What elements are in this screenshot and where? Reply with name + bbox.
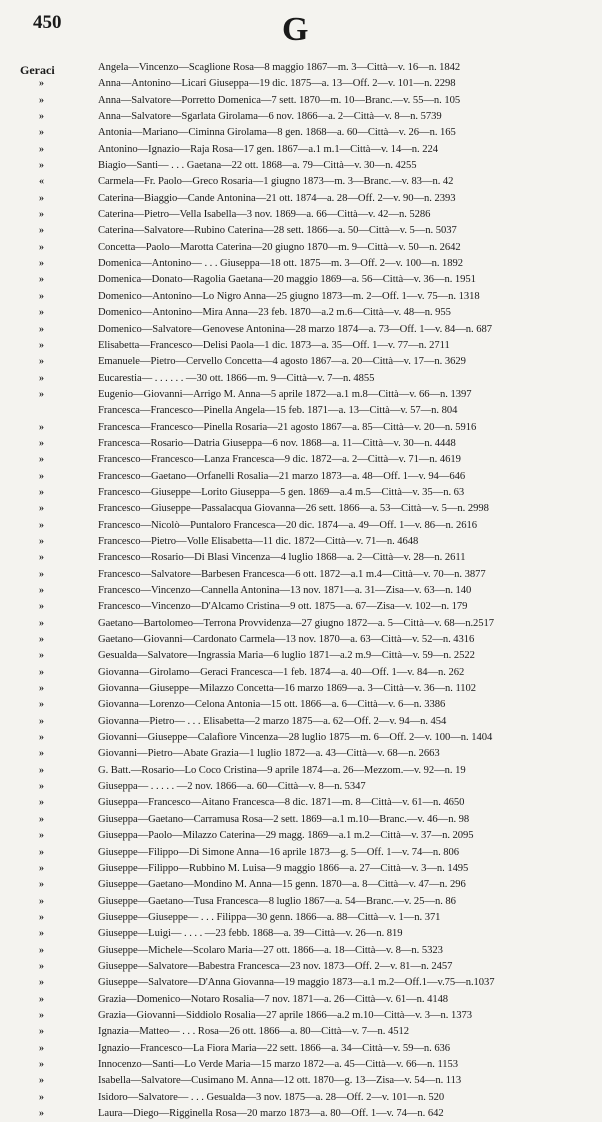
ditto-mark: » xyxy=(39,879,44,891)
list-item xyxy=(0,256,602,272)
list-item xyxy=(0,501,602,517)
entry-text: G. Batt.—Rosario—Lo Coco Cristina—9 aprile 1874—a. 26—Mezzom.—v. 92—n. 19 xyxy=(98,764,466,776)
ditto-mark: » xyxy=(39,1026,44,1038)
entry-text: Giovanni—Pietro—Abate Grazia—1 luglio 1872—a. 43—Città—v. 68—n. 2663 xyxy=(98,748,440,760)
list-item xyxy=(0,861,602,877)
list-item xyxy=(0,338,602,354)
list-item xyxy=(0,158,602,174)
entry-text: Domenica—Antonino— . . . Giuseppa—18 ott. 1875—m. 3—Off. 2—v. 100—n. 1892 xyxy=(98,258,464,270)
list-item xyxy=(0,665,602,681)
ditto-mark: » xyxy=(39,519,44,531)
ditto-mark: » xyxy=(39,813,44,825)
ditto-mark: » xyxy=(39,454,44,466)
ditto-mark: » xyxy=(39,846,44,858)
entry-text: Antonia—Mariano—Ciminna Girolama—8 gen. 1868—a. 60—Città—v. 26—n. 165 xyxy=(98,127,456,139)
entry-text: Domenico—Antonino—Mira Anna—23 feb. 1870—a.2 m.6—Città—v. 48—n. 955 xyxy=(98,307,451,319)
ditto-mark: » xyxy=(39,1058,44,1070)
entry-text: Anna—Antonino—Licari Giuseppa—19 dic. 1875—a. 13—Off. 2—v. 101—n. 2298 xyxy=(98,78,456,90)
ditto-mark: » xyxy=(39,568,44,580)
entry-text: Giuseppe—Salvatore—D'Anna Giovanna—19 maggio 1873—a.1 m.2—Off.1—v.75—n.1037 xyxy=(98,977,495,989)
ditto-mark: » xyxy=(39,797,44,809)
list-item xyxy=(0,76,602,92)
entry-list xyxy=(0,60,602,1122)
entry-text: Francesca—Francesco—Pinella Rosaria—21 agosto 1867—a. 85—Città—v. 20—n. 5916 xyxy=(98,421,477,433)
ditto-mark: » xyxy=(39,1091,44,1103)
ditto-mark: » xyxy=(39,1042,44,1054)
letter-heading: G xyxy=(282,11,309,48)
entry-text: Domenica—Donato—Ragolia Gaetana—20 maggio 1869—a. 56—Città—v. 36—n. 1951 xyxy=(98,274,476,286)
list-item xyxy=(0,191,602,207)
ditto-mark: » xyxy=(39,977,44,989)
list-item xyxy=(0,714,602,730)
entry-text: Francesco—Vincenzo—Cannella Antonina—13 nov. 1871—a. 31—Zisa—v. 63—n. 140 xyxy=(98,585,472,596)
list-item xyxy=(0,142,602,158)
entry-text: Francesca—Rosario—Datria Giuseppa—6 nov. 1868—a. 11—Città—v. 30—n. 4448 xyxy=(98,437,456,449)
list-item xyxy=(0,697,602,713)
ditto-mark: » xyxy=(39,388,44,400)
ditto-mark: » xyxy=(39,372,44,384)
ditto-mark: » xyxy=(39,111,44,123)
list-item xyxy=(0,1090,602,1106)
surname-label: Geraci xyxy=(20,63,55,77)
entry-text: Antonino—Ignazio—Raja Rosa—17 gen. 1867—a.1 m.1—Città—v. 14—n. 224 xyxy=(98,143,438,155)
entry-text: Giuseppe—Michele—Scolaro Maria—27 ott. 1866—a. 18—Città—v. 8—n. 5323 xyxy=(98,944,443,956)
entry-text: Francesco—Rosario—Di Blasi Vincenza—4 luglio 1868—a. 2—Città—v. 28—n. 2611 xyxy=(98,552,466,564)
entry-text: Elisabetta—Francesco—Delisi Paola—1 dic. 1873—a. 35—Off. 1—v. 77—n. 2711 xyxy=(98,339,450,351)
list-item xyxy=(0,93,602,109)
list-item xyxy=(0,632,602,648)
entry-text: Anna—Salvatore—Sgarlata Girolama—6 nov. 1866—a. 2—Città—v. 8—n. 5739 xyxy=(98,111,442,123)
ditto-mark: » xyxy=(39,535,44,547)
entry-text: Giuseppe—Gaetano—Tusa Francesca—8 luglio 1867—a. 54—Branc.—v. 25—n. 86 xyxy=(98,895,456,907)
entry-text: Caterina—Salvatore—Rubino Caterina—28 sett. 1866—a. 50—Città—v. 5—n. 5037 xyxy=(98,225,457,237)
list-item xyxy=(0,305,602,321)
ditto-mark: » xyxy=(39,960,44,972)
list-item xyxy=(0,223,602,239)
ditto-mark: » xyxy=(39,290,44,302)
entry-text: Caterina—Biaggio—Cande Antonina—21 ott. 1874—a. 28—Off. 2—v. 90—n. 2393 xyxy=(98,192,456,204)
list-item xyxy=(0,1073,602,1089)
ditto-mark: » xyxy=(39,94,44,106)
ditto-mark: » xyxy=(39,699,44,711)
ditto-mark: » xyxy=(39,830,44,842)
ditto-mark: » xyxy=(39,274,44,286)
ditto-mark: » xyxy=(39,911,44,923)
list-item xyxy=(0,681,602,697)
ditto-mark: » xyxy=(39,437,44,449)
entry-text: Francesco—Giuseppe—Passalacqua Giovanna—26 sett. 1866—a. 53—Città—v. 5—n. 2998 xyxy=(98,503,489,515)
page-number: 450 xyxy=(33,12,62,33)
entry-text: Giovanna—Giuseppe—Milazzo Concetta—16 marzo 1869—a. 3—Città—v. 36—n. 1102 xyxy=(98,683,477,695)
list-item xyxy=(0,485,602,501)
entry-text: Biagio—Santi— . . . Gaetana—22 ott. 1868—a. 79—Città—v. 30—n. 4255 xyxy=(98,160,417,172)
ditto-mark: » xyxy=(39,356,44,368)
list-item xyxy=(0,109,602,125)
entry-text: Francesco—Gaetano—Orfanelli Rosalia—21 marzo 1873—a. 48—Off. 1—v. 94—646 xyxy=(98,470,466,482)
ditto-mark: » xyxy=(39,748,44,760)
list-item xyxy=(0,452,602,468)
entry-text: Giovanni—Giuseppe—Calafiore Vincenza—28 luglio 1875—m. 6—Off. 2—v. 100—n. 1404 xyxy=(98,732,493,744)
list-item xyxy=(0,992,602,1008)
ditto-mark: » xyxy=(39,160,44,172)
entry-text: Domenico—Salvatore—Genovese Antonina—28 marzo 1874—a. 73—Off. 1—v. 84—n. 687 xyxy=(98,323,492,335)
ditto-mark: » xyxy=(39,585,44,596)
ditto-mark: » xyxy=(39,323,44,335)
entry-text: Francesco—Vincenzo—D'Alcamo Cristina—9 ott. 1875—a. 67—Zisa—v. 102—n. 179 xyxy=(98,601,468,613)
ditto-mark: » xyxy=(39,781,44,793)
list-item xyxy=(0,60,602,76)
entry-text: Grazia—Domenico—Notaro Rosalia—7 nov. 1871—a. 26—Città—v. 61—n. 4148 xyxy=(98,993,449,1005)
list-item xyxy=(0,469,602,485)
ditto-mark: » xyxy=(39,944,44,956)
entry-text: Concetta—Paolo—Marotta Caterina—20 giugno 1870—m. 9—Città—v. 50—n. 2642 xyxy=(98,241,461,253)
ditto-mark: » xyxy=(39,339,44,351)
list-item xyxy=(0,1024,602,1040)
entry-text: Giuseppa—Gaetano—Carramusa Rosa—2 sett. 1869—a.1 m.10—Branc.—v. 46—n. 98 xyxy=(98,813,470,825)
list-item xyxy=(0,795,602,811)
list-item xyxy=(0,1008,602,1024)
entry-text: Grazia—Giovanni—Siddiolo Rosalia—27 aprile 1866—a.2 m.10—Città—v. 3—n. 1373 xyxy=(98,1009,472,1021)
ditto-mark: » xyxy=(39,127,44,139)
list-item xyxy=(0,240,602,256)
ditto-mark: » xyxy=(39,715,44,727)
ditto-mark: » xyxy=(39,225,44,237)
entry-text: Francesco—Giuseppe—Lorito Giuseppa—5 gen. 1869—a.4 m.5—Città—v. 35—n. 63 xyxy=(98,486,465,498)
entry-text: Giovanna—Girolamo—Geraci Francesca—1 feb. 1874—a. 40—Off. 1—v. 84—n. 262 xyxy=(98,666,465,678)
list-item xyxy=(0,174,602,190)
entry-text: Isabella—Salvatore—Cusimano M. Anna—12 ott. 1870—g. 13—Zisa—v. 54—n. 113 xyxy=(98,1075,462,1087)
list-item xyxy=(0,894,602,910)
list-item xyxy=(0,910,602,926)
entry-text: Giovanna—Pietro— . . . Elisabetta—2 marzo 1875—a. 62—Off. 2—v. 94—n. 454 xyxy=(98,715,447,727)
ditto-mark: » xyxy=(39,895,44,907)
entry-text: Giuseppe—Filippo—Di Simone Anna—16 aprile 1873—g. 5—Off. 1—v. 74—n. 806 xyxy=(98,846,460,858)
ditto-mark: » xyxy=(39,552,44,564)
list-item xyxy=(0,583,602,599)
ditto-mark: » xyxy=(39,241,44,253)
entry-text: Francesco—Francesco—Lanza Francesca—9 dic. 1872—a. 2—Città—v. 71—n. 4619 xyxy=(98,454,461,466)
ditto-mark: » xyxy=(39,732,44,744)
list-item xyxy=(0,599,602,615)
list-item xyxy=(0,289,602,305)
list-item xyxy=(0,616,602,632)
ditto-mark: » xyxy=(39,307,44,319)
entry-text: Angela—Vincenzo—Scaglione Rosa—8 maggio 1867—m. 3—Città—v. 16—n. 1842 xyxy=(98,62,461,73)
entry-text: Gaetano—Giovanni—Cardonato Carmela—13 nov. 1870—a. 63—Città—v. 52—n. 4316 xyxy=(98,634,475,646)
entry-text: Giuseppe—Luigi— . . . . —23 febb. 1868—a. 39—Città—v. 26—n. 819 xyxy=(98,928,403,940)
entry-text: Giuseppe—Gaetano—Mondino M. Anna—15 genn. 1870—a. 8—Città—v. 47—n. 296 xyxy=(98,879,466,891)
entry-text: Gaetano—Bartolomeo—Terrona Provvidenza—27 giugno 1872—a. 5—Città—v. 68—n.2517 xyxy=(98,617,495,629)
ditto-mark: » xyxy=(39,486,44,498)
ditto-mark: » xyxy=(39,209,44,221)
entry-text: Domenico—Antonino—Lo Nigro Anna—25 giugno 1873—m. 2—Off. 1—v. 75—n. 1318 xyxy=(98,290,480,302)
list-item xyxy=(0,959,602,975)
list-item xyxy=(0,845,602,861)
entry-text: Giuseppe—Giuseppe— . . . Filippa—30 genn. 1866—a. 88—Città—v. 1—n. 371 xyxy=(98,911,441,923)
entry-text: Eucarestia— . . . . . . —30 ott. 1866—m. 9—Città—v. 7—n. 4855 xyxy=(98,372,375,384)
list-item xyxy=(0,403,602,419)
ditto-mark: » xyxy=(39,258,44,270)
ditto-mark: » xyxy=(39,421,44,433)
entry-text: Giuseppa— . . . . . —2 nov. 1866—a. 60—Città—v. 8—n. 5347 xyxy=(98,781,366,793)
entry-text: Francesco—Salvatore—Barbesen Francesca—6 ott. 1872—a.1 m.4—Città—v. 70—n. 3877 xyxy=(98,568,486,580)
list-item xyxy=(0,975,602,991)
list-item xyxy=(0,207,602,223)
entry-text: Carmela—Fr. Paolo—Greco Rosaria—1 giugno 1873—m. 3—Branc.—v. 83—n. 42 xyxy=(98,176,454,188)
entry-text: Ignazio—Francesco—La Fiora Maria—22 sett. 1866—a. 34—Città—v. 59—n. 636 xyxy=(98,1042,451,1054)
entry-text: Emanuele—Pietro—Cervello Concetta—4 agosto 1867—a. 20—Città—v. 17—n. 3629 xyxy=(98,356,466,368)
list-item xyxy=(0,779,602,795)
entry-text: Innocenzo—Santi—Lo Verde Maria—15 marzo 1872—a. 45—Città—v. 66—n. 1153 xyxy=(98,1058,459,1070)
list-item xyxy=(0,420,602,436)
list-item xyxy=(0,943,602,959)
entry-text: Anna—Salvatore—Porretto Domenica—7 sett. 1870—m. 10—Branc.—v. 55—n. 105 xyxy=(98,94,461,106)
entry-text: Laura—Diego—Rigginella Rosa—20 marzo 1873—a. 80—Off. 1—v. 74—n. 642 xyxy=(98,1108,444,1119)
ditto-mark: » xyxy=(39,764,44,776)
ditto-mark: » xyxy=(39,928,44,940)
list-item xyxy=(0,1106,602,1122)
list-item xyxy=(0,534,602,550)
ditto-mark: » xyxy=(39,666,44,678)
entry-text: Gesualda—Salvatore—Ingrassia Maria—6 luglio 1871—a.2 m.9—Città—v. 59—n. 2522 xyxy=(98,650,475,662)
ditto-mark: » xyxy=(39,1108,44,1119)
ditto-mark: » xyxy=(39,650,44,662)
ditto-mark: » xyxy=(39,192,44,204)
list-item xyxy=(0,730,602,746)
ditto-mark: » xyxy=(39,601,44,613)
ditto-mark: » xyxy=(39,683,44,695)
list-item xyxy=(0,550,602,566)
entry-text: Giuseppa—Paolo—Milazzo Caterina—29 magg. 1869—a.1 m.2—Città—v. 37—n. 2095 xyxy=(98,830,474,842)
ditto-mark: » xyxy=(39,470,44,482)
entry-text: Eugenio—Giovanni—Arrigo M. Anna—5 aprile 1872—a.1 m.8—Città—v. 66—n. 1397 xyxy=(98,388,472,400)
entry-text: Caterina—Pietro—Vella Isabella—3 nov. 1869—a. 66—Città—v. 42—n. 5286 xyxy=(98,209,431,221)
list-item xyxy=(0,1057,602,1073)
entry-text: Giuseppe—Salvatore—Babestra Francesca—23 nov. 1873—Off. 2—v. 81—n. 2457 xyxy=(98,960,453,972)
ditto-mark: » xyxy=(39,862,44,874)
entry-text: Giuseppa—Francesco—Aitano Francesca—8 dic. 1871—m. 8—Città—v. 61—n. 4650 xyxy=(98,797,465,809)
list-item xyxy=(0,877,602,893)
list-item xyxy=(0,1041,602,1057)
list-item xyxy=(0,371,602,387)
ditto-mark: » xyxy=(39,1009,44,1021)
list-item xyxy=(0,436,602,452)
entry-text: Giuseppe—Filippo—Rubbino M. Luisa—9 maggio 1866—a. 27—Città—v. 3—n. 1495 xyxy=(98,862,469,874)
ditto-mark: » xyxy=(39,503,44,515)
list-item xyxy=(0,272,602,288)
entry-text: Ignazia—Matteo— . . . Rosa—26 ott. 1866—a. 80—Città—v. 7—n. 4512 xyxy=(98,1026,409,1038)
list-item xyxy=(0,763,602,779)
list-item xyxy=(0,812,602,828)
entry-text: Francesco—Nicolò—Puntaloro Francesca—20 dic. 1874—a. 49—Off. 1—v. 86—n. 2616 xyxy=(98,519,477,531)
ditto-mark: » xyxy=(39,78,44,90)
ditto-mark: » xyxy=(39,617,44,629)
ditto-mark: « xyxy=(39,176,44,188)
ditto-mark: » xyxy=(39,993,44,1005)
list-item xyxy=(0,567,602,583)
list-item xyxy=(0,125,602,141)
entry-text: Isidoro—Salvatore— . . . Gesualda—3 nov. 1875—a. 28—Off. 2—v. 101—n. 520 xyxy=(98,1091,445,1103)
list-item xyxy=(0,648,602,664)
list-item xyxy=(0,518,602,534)
entry-text: Francesco—Pietro—Volle Elisabetta—11 dic. 1872—Città—v. 71—n. 4648 xyxy=(98,535,419,547)
list-item xyxy=(0,354,602,370)
list-item xyxy=(0,322,602,338)
ditto-mark: » xyxy=(39,143,44,155)
list-item xyxy=(0,387,602,403)
list-item xyxy=(0,828,602,844)
ditto-mark: » xyxy=(39,1075,44,1087)
ditto-mark: » xyxy=(39,634,44,646)
entry-text: Giovanna—Lorenzo—Celona Antonia—15 ott. 1866—a. 6—Città—v. 6—n. 3386 xyxy=(98,699,446,711)
list-item xyxy=(0,746,602,762)
entry-text: Francesca—Francesco—Pinella Angela—15 feb. 1871—a. 13—Città—v. 57—n. 804 xyxy=(98,405,458,417)
list-item xyxy=(0,926,602,942)
